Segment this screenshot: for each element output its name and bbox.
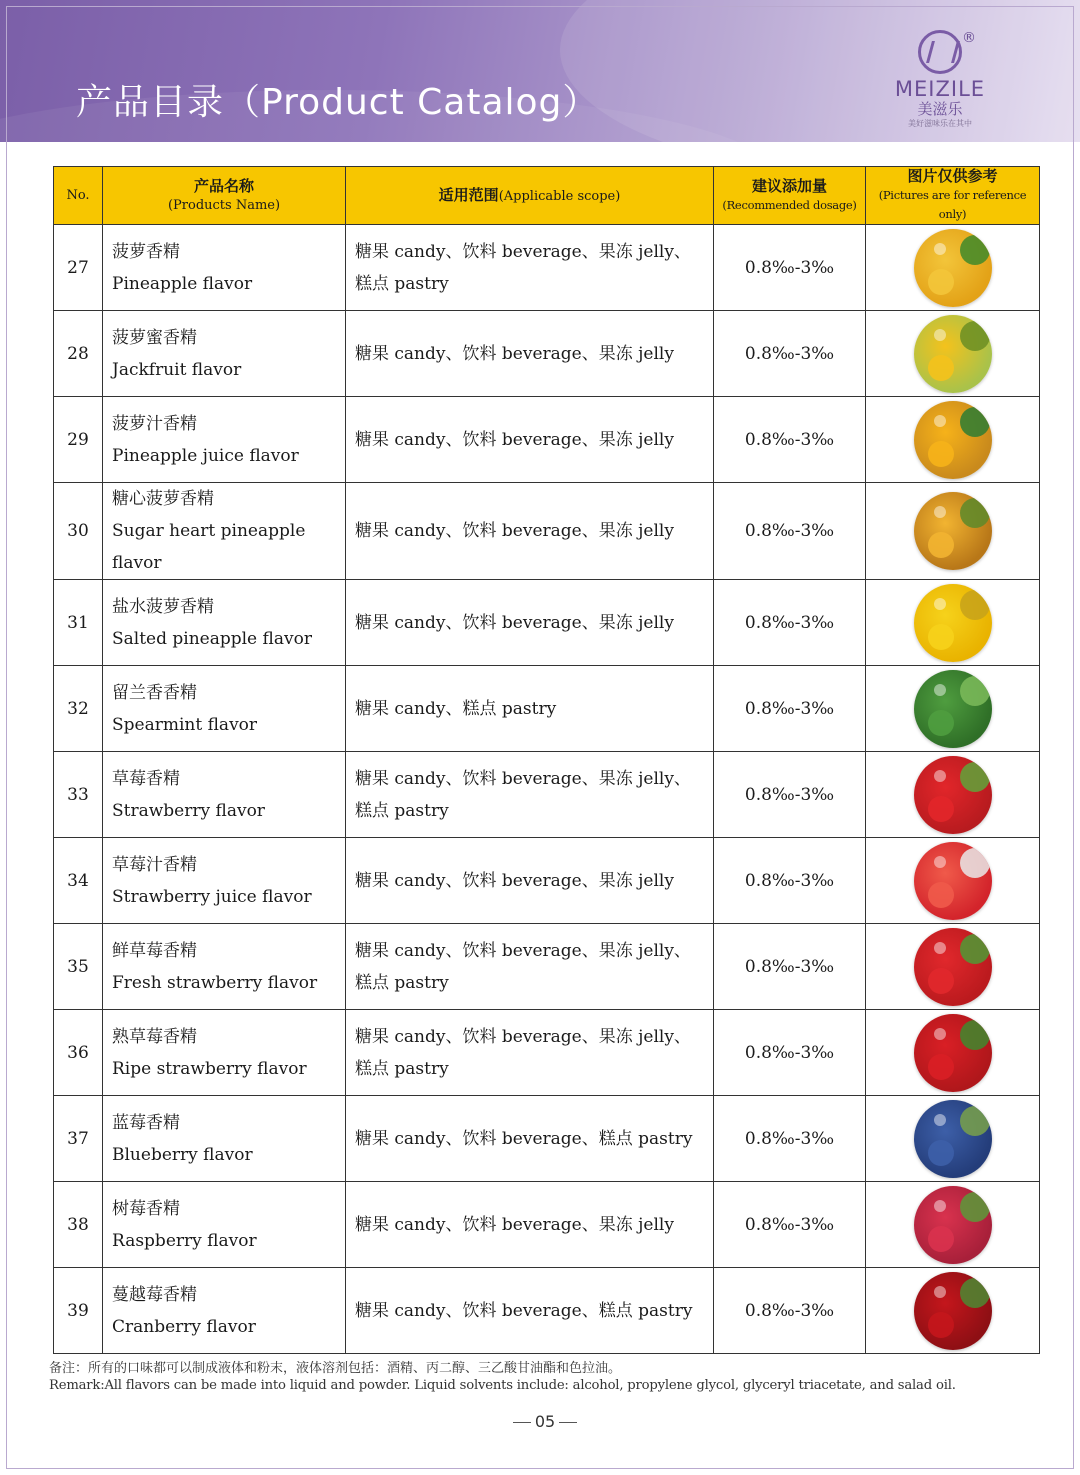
recommended-dosage: 0.8‰-3‰ — [714, 1268, 866, 1354]
sugar-pineapple-icon — [914, 492, 992, 570]
page-number: 05 — [0, 1412, 1080, 1431]
product-name-cn: 留兰香香精 — [112, 682, 197, 703]
column-header-scope: 适用范围(Applicable scope) — [346, 167, 714, 225]
product-name-en: Sugar heart pineapple flavor — [112, 521, 306, 573]
table-row — [54, 397, 1040, 483]
product-number: 36 — [54, 1010, 103, 1096]
applicable-scope — [346, 1010, 714, 1096]
logo-cn-name: 美滋乐 — [917, 100, 963, 118]
salted-pineapple-icon — [914, 584, 992, 662]
product-picture — [866, 1096, 1040, 1182]
table-row — [54, 225, 1040, 311]
product-name — [103, 483, 346, 580]
product-number: 32 — [54, 666, 103, 752]
applicable-scope — [346, 1182, 714, 1268]
logo-name: MEIZILE — [894, 77, 986, 101]
product-number: 35 — [54, 924, 103, 1010]
product-name-en: Ripe strawberry flavor — [112, 1058, 307, 1079]
recommended-dosage: 0.8‰-3‰ — [714, 1182, 866, 1268]
product-name — [103, 311, 346, 397]
table-row — [54, 752, 1040, 838]
table-header-row — [54, 167, 1040, 225]
recommended-dosage: 0.8‰-3‰ — [714, 311, 866, 397]
product-number: 31 — [54, 580, 103, 666]
remark-note — [49, 1360, 1049, 1394]
product-name-cn: 草莓香精 — [112, 768, 180, 789]
recommended-dosage: 0.8‰-3‰ — [714, 666, 866, 752]
product-name-cn: 熟草莓香精 — [112, 1026, 197, 1047]
pineapple-juice-icon — [914, 401, 992, 479]
table-row — [54, 838, 1040, 924]
scope-line: 糖果 candy、饮料 beverage、果冻 jelly、 — [355, 241, 691, 262]
jackfruit-icon — [914, 315, 992, 393]
product-name-cn: 菠萝香精 — [112, 241, 180, 262]
recommended-dosage: 0.8‰-3‰ — [714, 397, 866, 483]
product-name-cn: 鲜草莓香精 — [112, 940, 197, 961]
column-header-picture: 图片仅供参考 (Pictures are for reference only) — [866, 167, 1040, 225]
scope-line: 糖果 candy、饮料 beverage、果冻 jelly、 — [355, 768, 691, 789]
product-number: 30 — [54, 483, 103, 580]
applicable-scope — [346, 666, 714, 752]
product-name-cn: 蔓越莓香精 — [112, 1284, 197, 1305]
table-row — [54, 1268, 1040, 1354]
product-name-cn: 盐水菠萝香精 — [112, 596, 214, 617]
applicable-scope — [346, 1268, 714, 1354]
product-picture — [866, 311, 1040, 397]
product-name-en: Raspberry flavor — [112, 1230, 257, 1251]
product-name — [103, 1010, 346, 1096]
product-name-cn: 树莓香精 — [112, 1198, 180, 1219]
product-name — [103, 924, 346, 1010]
scope-line: 糖果 candy、饮料 beverage、果冻 jelly — [355, 1214, 674, 1235]
scope-line: 糖果 candy、饮料 beverage、果冻 jelly — [355, 343, 674, 364]
table-row — [54, 311, 1040, 397]
product-name-cn: 糖心菠萝香精 — [112, 489, 214, 509]
product-number: 37 — [54, 1096, 103, 1182]
product-picture — [866, 838, 1040, 924]
recommended-dosage: 0.8‰-3‰ — [714, 225, 866, 311]
table-row — [54, 1010, 1040, 1096]
page-header — [0, 0, 1080, 142]
spearmint-icon — [914, 670, 992, 748]
product-name-en: Fresh strawberry flavor — [112, 972, 318, 993]
strawberry-icon — [914, 756, 992, 834]
table-row — [54, 580, 1040, 666]
product-name-en: Strawberry juice flavor — [112, 886, 312, 907]
product-name-en: Pineapple juice flavor — [112, 445, 299, 466]
product-name — [103, 225, 346, 311]
applicable-scope — [346, 483, 714, 580]
product-name-cn: 草莓汁香精 — [112, 854, 197, 875]
product-name-en: Strawberry flavor — [112, 800, 265, 821]
product-picture — [866, 1182, 1040, 1268]
recommended-dosage: 0.8‰-3‰ — [714, 483, 866, 580]
raspberry-icon — [914, 1186, 992, 1264]
recommended-dosage: 0.8‰-3‰ — [714, 580, 866, 666]
table-row — [54, 483, 1040, 580]
column-header-name: 产品名称 (Products Name) — [103, 167, 346, 225]
applicable-scope — [346, 752, 714, 838]
table-row — [54, 666, 1040, 752]
product-name-en: Salted pineapple flavor — [112, 628, 312, 649]
scope-line: 糕点 pastry — [355, 972, 449, 993]
registered-mark: ® — [962, 30, 976, 46]
scope-line: 糖果 candy、饮料 beverage、果冻 jelly、 — [355, 940, 691, 961]
table-row — [54, 924, 1040, 1010]
product-name-en: Jackfruit flavor — [112, 359, 242, 380]
product-picture — [866, 666, 1040, 752]
applicable-scope — [346, 1096, 714, 1182]
remark-en: Remark:All flavors can be made into liquid and powder. Liquid solvents include: alcohol, propylene glycol, glyceryl triacetate, and salad oil. — [49, 1378, 956, 1393]
fresh-strawberry-icon — [914, 928, 992, 1006]
product-name — [103, 580, 346, 666]
product-name — [103, 397, 346, 483]
product-catalog-table — [53, 166, 1040, 1354]
applicable-scope — [346, 838, 714, 924]
page-title: 产品目录（Product Catalog） — [76, 82, 600, 123]
recommended-dosage: 0.8‰-3‰ — [714, 1096, 866, 1182]
blueberry-icon — [914, 1100, 992, 1178]
scope-line: 糖果 candy、饮料 beverage、果冻 jelly — [355, 521, 674, 541]
table-row — [54, 1096, 1040, 1182]
scope-line: 糖果 candy、饮料 beverage、果冻 jelly — [355, 870, 674, 891]
product-name-cn: 菠萝汁香精 — [112, 413, 197, 434]
product-name — [103, 1096, 346, 1182]
recommended-dosage: 0.8‰-3‰ — [714, 838, 866, 924]
product-picture — [866, 752, 1040, 838]
logo-slogan: 美好滋味乐在其中 — [908, 119, 972, 128]
product-name — [103, 752, 346, 838]
column-header-dosage: 建议添加量 (Recommended dosage) — [714, 167, 866, 225]
cranberry-icon — [914, 1272, 992, 1350]
logo-mark-icon — [918, 30, 962, 74]
product-picture — [866, 1268, 1040, 1354]
applicable-scope — [346, 311, 714, 397]
recommended-dosage: 0.8‰-3‰ — [714, 1010, 866, 1096]
product-number: 38 — [54, 1182, 103, 1268]
product-picture — [866, 924, 1040, 1010]
product-picture — [866, 397, 1040, 483]
ripe-strawberry-icon — [914, 1014, 992, 1092]
recommended-dosage: 0.8‰-3‰ — [714, 924, 866, 1010]
column-header-no: No. — [54, 167, 103, 225]
scope-line: 糕点 pastry — [355, 800, 449, 821]
product-name-cn: 菠萝蜜香精 — [112, 327, 197, 348]
product-name-en: Cranberry flavor — [112, 1316, 256, 1337]
scope-line: 糖果 candy、饮料 beverage、糕点 pastry — [355, 1300, 693, 1321]
product-picture — [866, 483, 1040, 580]
scope-line: 糖果 candy、饮料 beverage、果冻 jelly — [355, 612, 674, 633]
product-picture — [866, 225, 1040, 311]
product-number: 39 — [54, 1268, 103, 1354]
product-name-en: Pineapple flavor — [112, 273, 253, 294]
product-picture — [866, 1010, 1040, 1096]
scope-line: 糖果 candy、饮料 beverage、果冻 jelly — [355, 429, 674, 450]
product-name-en: Blueberry flavor — [112, 1144, 253, 1165]
recommended-dosage: 0.8‰-3‰ — [714, 752, 866, 838]
product-number: 28 — [54, 311, 103, 397]
brand-logo — [870, 30, 1010, 140]
product-number: 34 — [54, 838, 103, 924]
product-name — [103, 1182, 346, 1268]
product-number: 27 — [54, 225, 103, 311]
product-number: 29 — [54, 397, 103, 483]
scope-line: 糖果 candy、饮料 beverage、糕点 pastry — [355, 1128, 693, 1149]
product-number: 33 — [54, 752, 103, 838]
strawberry-juice-icon — [914, 842, 992, 920]
applicable-scope — [346, 924, 714, 1010]
product-name — [103, 666, 346, 752]
product-name-cn: 蓝莓香精 — [112, 1112, 180, 1133]
product-picture — [866, 580, 1040, 666]
scope-line: 糖果 candy、饮料 beverage、果冻 jelly、 — [355, 1026, 691, 1047]
scope-line: 糕点 pastry — [355, 1058, 449, 1079]
product-name — [103, 838, 346, 924]
product-name — [103, 1268, 346, 1354]
applicable-scope — [346, 397, 714, 483]
remark-cn: 备注：所有的口味都可以制成液体和粉末，液体溶剂包括：酒精、丙二醇、三乙酸甘油酯和色拉油。 — [49, 1361, 622, 1376]
applicable-scope — [346, 580, 714, 666]
applicable-scope — [346, 225, 714, 311]
product-name-en: Spearmint flavor — [112, 714, 258, 735]
table-row — [54, 1182, 1040, 1268]
scope-line: 糕点 pastry — [355, 273, 449, 294]
scope-line: 糖果 candy、糕点 pastry — [355, 698, 557, 719]
pineapple-icon — [914, 229, 992, 307]
